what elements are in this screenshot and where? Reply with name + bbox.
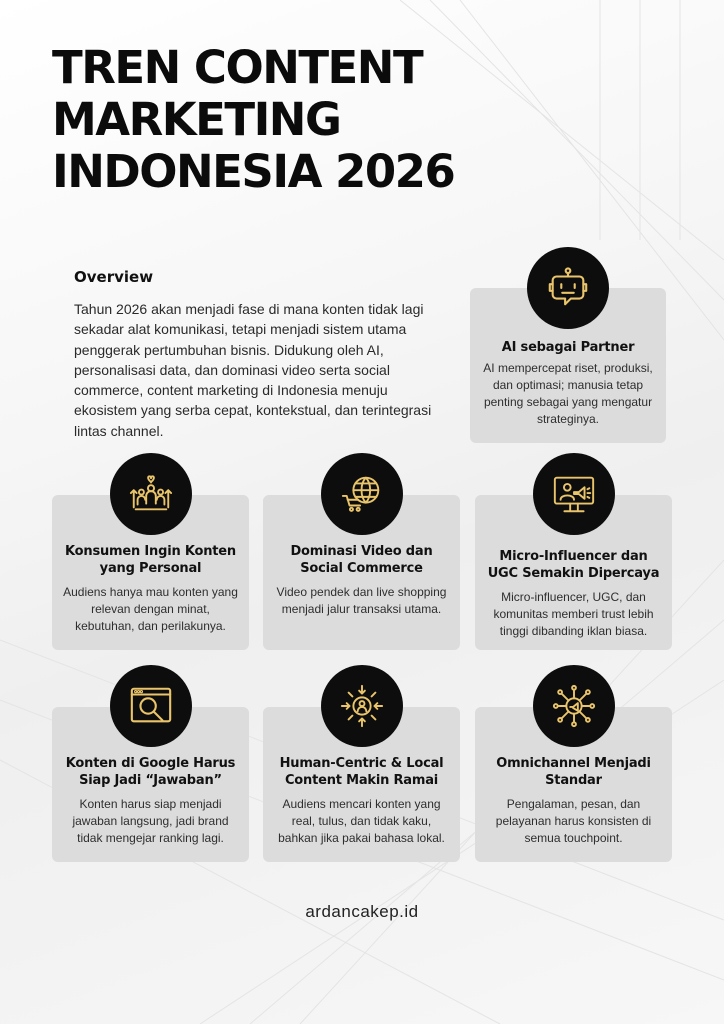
card-title: Omnichannel Menjadi Standar — [496, 756, 651, 788]
card-description: Pengalaman, pesan, dan pelayanan harus konsisten di semua touchpoint. — [495, 797, 652, 845]
card-description: Micro-influencer, UGC, dan komunitas memberi trust lebih tinggi dibanding iklan biasa. — [493, 590, 654, 638]
title-line-1: TREN CONTENT — [52, 41, 423, 94]
card-title: Dominasi Video dan Social Commerce — [290, 544, 433, 576]
search-window-icon — [110, 665, 192, 747]
title-line-2: MARKETING — [52, 93, 341, 146]
overview-text: Tahun 2026 akan menjadi fase di mana konten tidak lagi sekadar alat komunikasi, tetapi menjadi sistem utama penggerak pertumbuhan bisnis. Didukung oleh AI, personalisasi data, dan dominasi video serta social commerce, content marketing di Indonesia menuju ekosistem yang serba cepat, kontekstual, dan terintegrasi lintas channel. — [74, 301, 432, 439]
card-description: AI mempercepat riset, produksi, dan optimasi; manusia tetap penting sebagai yang mengatur strateginya. — [483, 361, 653, 426]
card-title: Konsumen Ingin Konten yang Personal — [65, 544, 236, 576]
card-description: Audiens mencari konten yang real, tulus, dan tidak kaku, bahkan jika pakai bahasa lokal. — [278, 797, 445, 845]
human-centric-icon — [321, 665, 403, 747]
card-description: Video pendek dan live shopping menjadi jalur transaksi utama. — [276, 585, 447, 616]
card-title: Micro-Influencer dan UGC Semakin Dipercaya — [487, 549, 660, 581]
personalized-group-icon — [110, 453, 192, 535]
page-title — [52, 42, 572, 198]
globe-cart-icon — [321, 453, 403, 535]
overview-heading: Overview — [74, 268, 154, 286]
card-title: Konten di Google Harus Siap Jadi “Jawaban” — [65, 756, 236, 788]
card-title: AI sebagai Partner — [501, 340, 635, 355]
robot-chat-icon — [527, 247, 609, 329]
influencer-monitor-icon — [533, 453, 615, 535]
omnichannel-hub-icon — [533, 665, 615, 747]
footer-website: ardancakep.id — [305, 902, 419, 921]
card-description: Konten harus siap menjadi jawaban langsung, jadi brand tidak mengejar ranking lagi. — [72, 797, 229, 845]
card-title: Human-Centric & Local Content Makin Ramai — [279, 756, 444, 788]
title-line-3: INDONESIA 2026 — [52, 145, 455, 198]
card-description: Audiens hanya mau konten yang relevan dengan minat, kebutuhan, dan perilakunya. — [63, 585, 238, 633]
